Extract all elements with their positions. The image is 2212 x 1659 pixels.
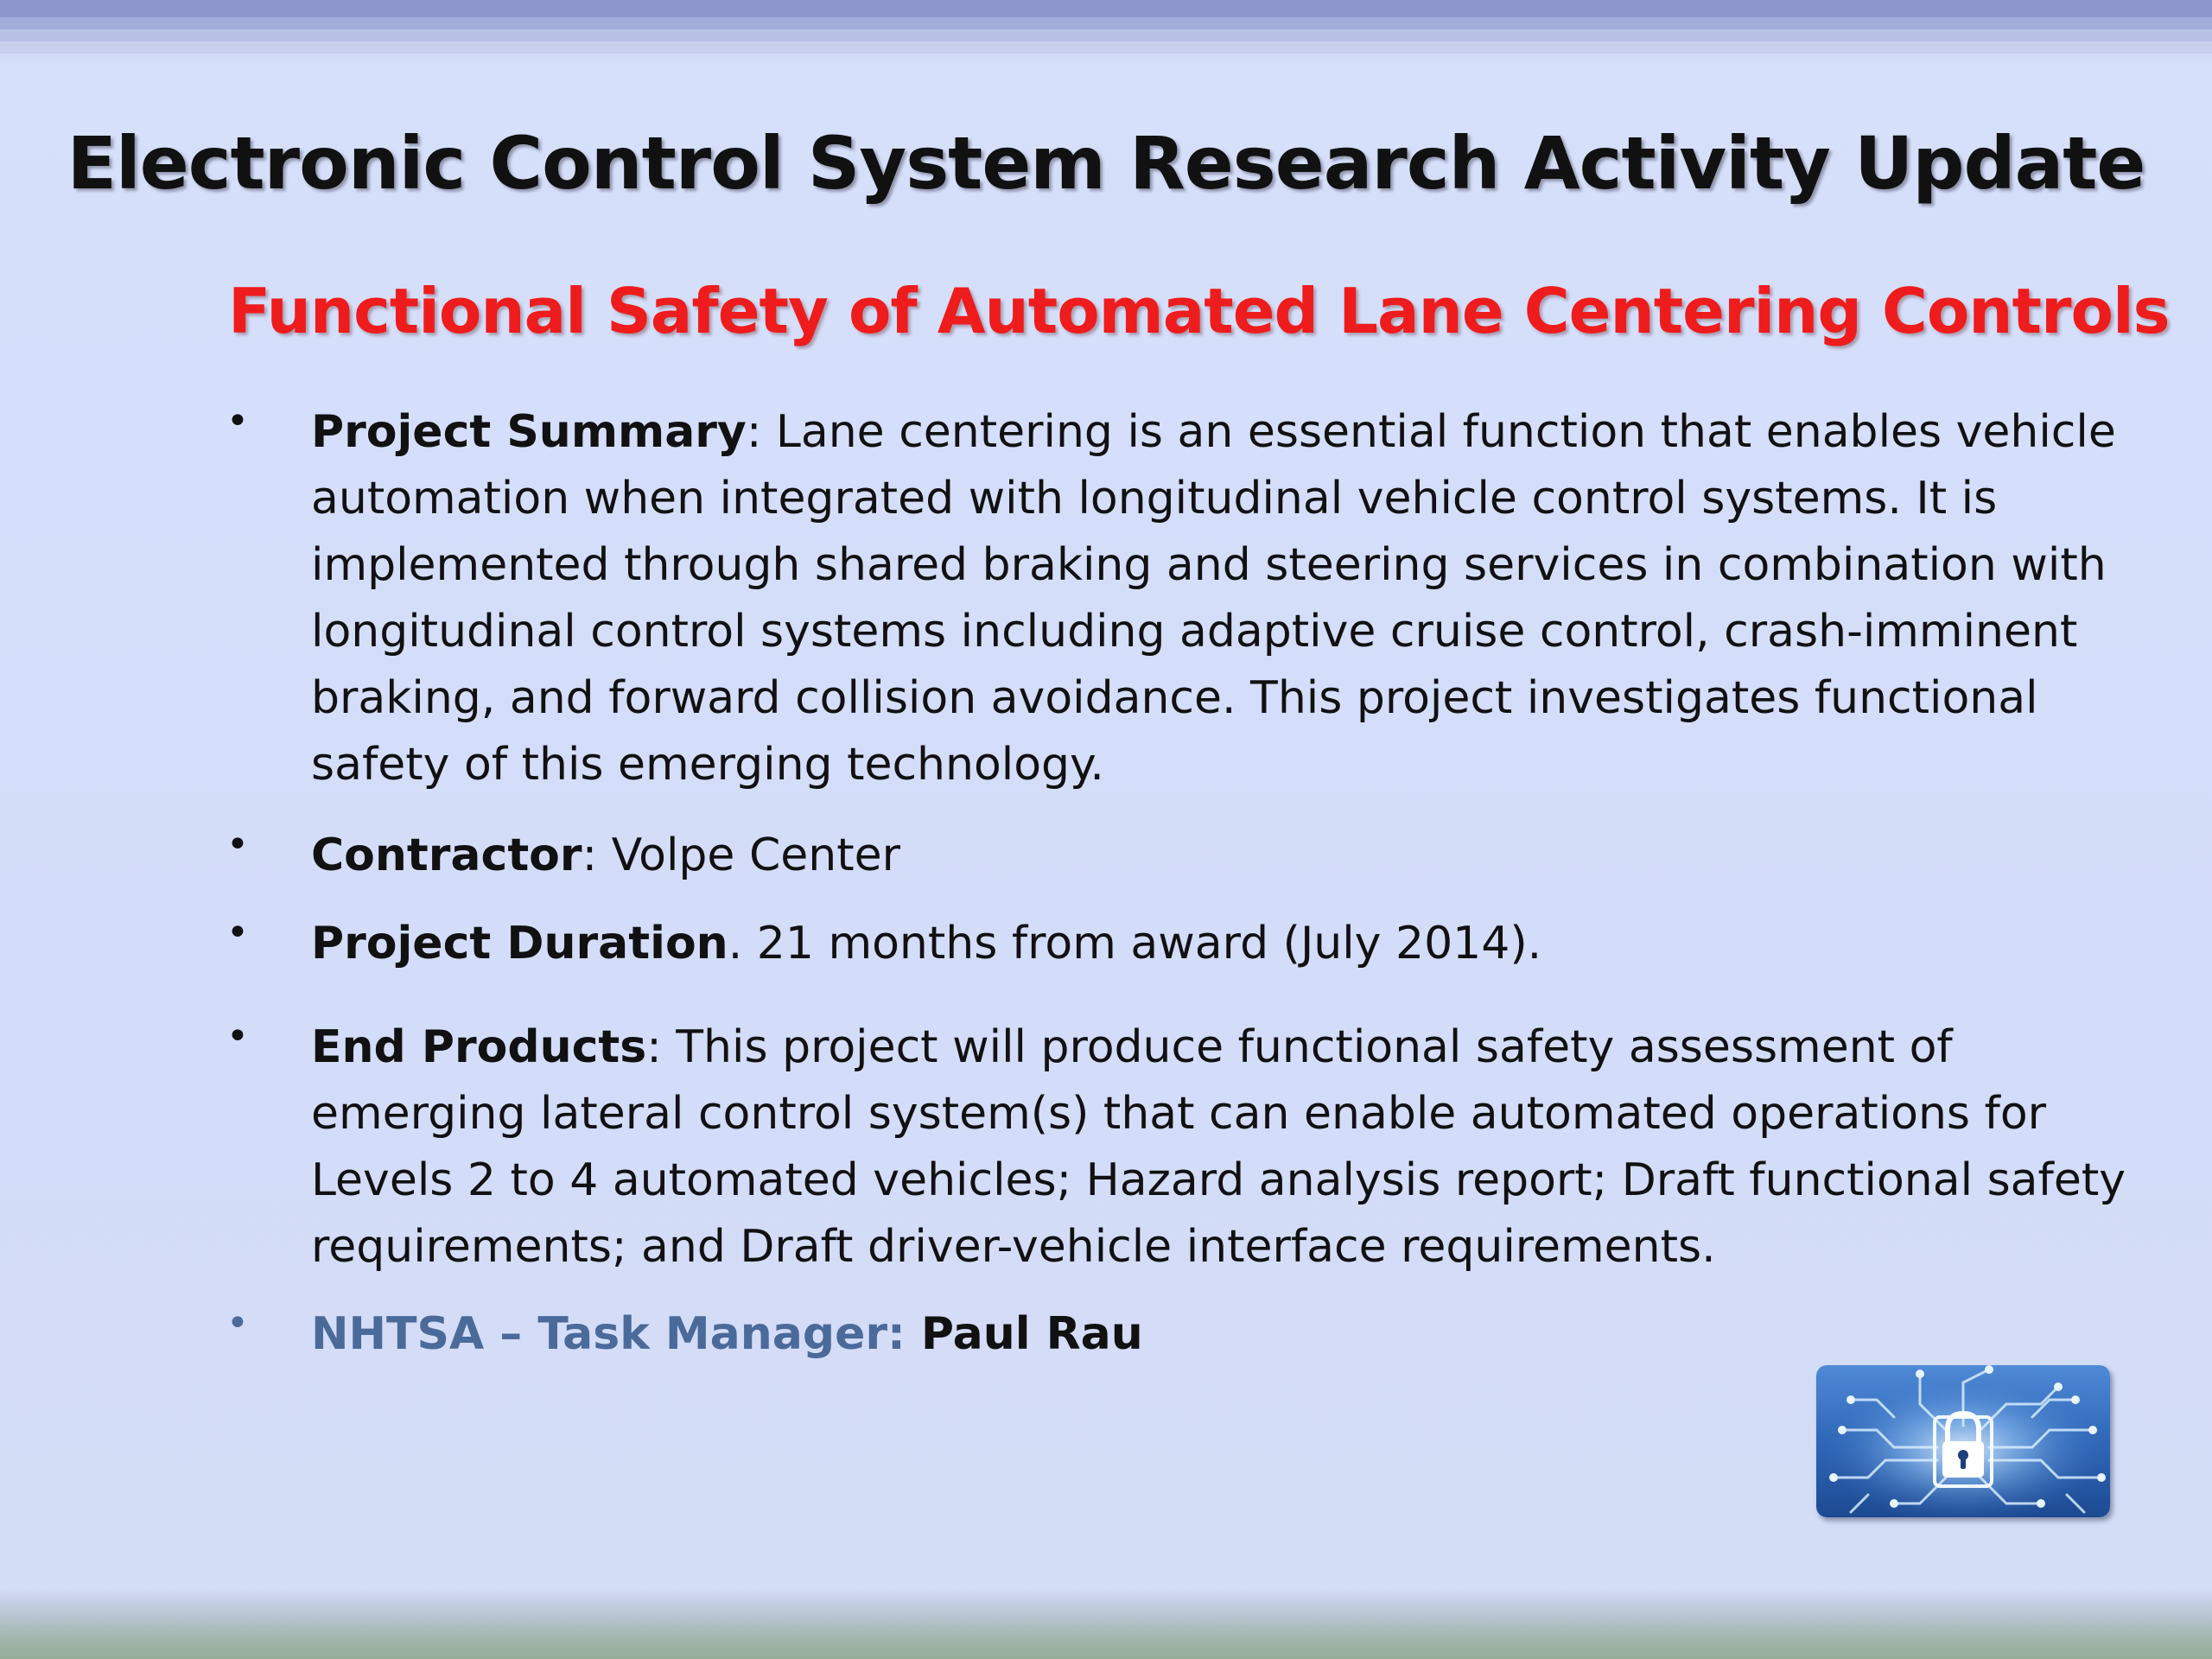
bullet-separator: . xyxy=(728,918,743,969)
bullet-label: Project Summary xyxy=(311,406,747,458)
bottom-decorative-band xyxy=(0,1590,2212,1659)
bullet-text xyxy=(311,1014,2152,1281)
bullet-text xyxy=(311,1301,2152,1368)
slide-title: Electronic Control System Research Activity Update xyxy=(67,121,2145,206)
slide-subtitle: Functional Safety of Automated Lane Centering Controls xyxy=(228,275,2170,347)
bullet-body: Volpe Center xyxy=(597,830,900,881)
bullet-label: End Products xyxy=(311,1021,647,1073)
bullet-icon: • xyxy=(226,1014,249,1058)
task-manager-label: NHTSA – Task Manager: xyxy=(311,1308,906,1360)
circuit-padlock-icon xyxy=(1816,1365,2110,1517)
bullet-text xyxy=(311,911,2152,977)
bullet-label: Contractor xyxy=(311,830,582,881)
bullet-text xyxy=(311,823,2152,889)
bullet-label: Project Duration xyxy=(311,918,728,969)
bullet-body: 21 months from award (July 2014). xyxy=(742,918,1542,969)
bullet-separator: : xyxy=(646,1021,662,1073)
bullet-separator: : xyxy=(582,830,598,881)
bullet-icon: • xyxy=(226,1301,249,1345)
logo-graphic xyxy=(1816,1365,2110,1517)
bullet-icon: • xyxy=(226,399,249,443)
bullet-icon: • xyxy=(226,911,249,955)
bullet-text xyxy=(311,399,2152,798)
bullet-body: This project will produce functional safety assessment of emerging lateral control system(s) that can enable automated operations for Levels 2 to 4 automated vehicles; Hazard analysis report; Draft functional safety requirements; and Draft driver-vehicle interface requirements. xyxy=(311,1021,2126,1273)
bullet-icon: • xyxy=(226,823,249,867)
task-manager-name: Paul Rau xyxy=(905,1308,1143,1360)
bullet-body: Lane centering is an essential function that enables vehicle automation when integrated with longitudinal vehicle control systems. It is implemented through shared braking and steering services in combination with longitudinal control systems including adaptive cruise control, crash-imminent braking, and forward collision avoidance. This project investigates functional safety of this emerging technology. xyxy=(311,406,2116,791)
bullet-separator: : xyxy=(746,406,762,458)
